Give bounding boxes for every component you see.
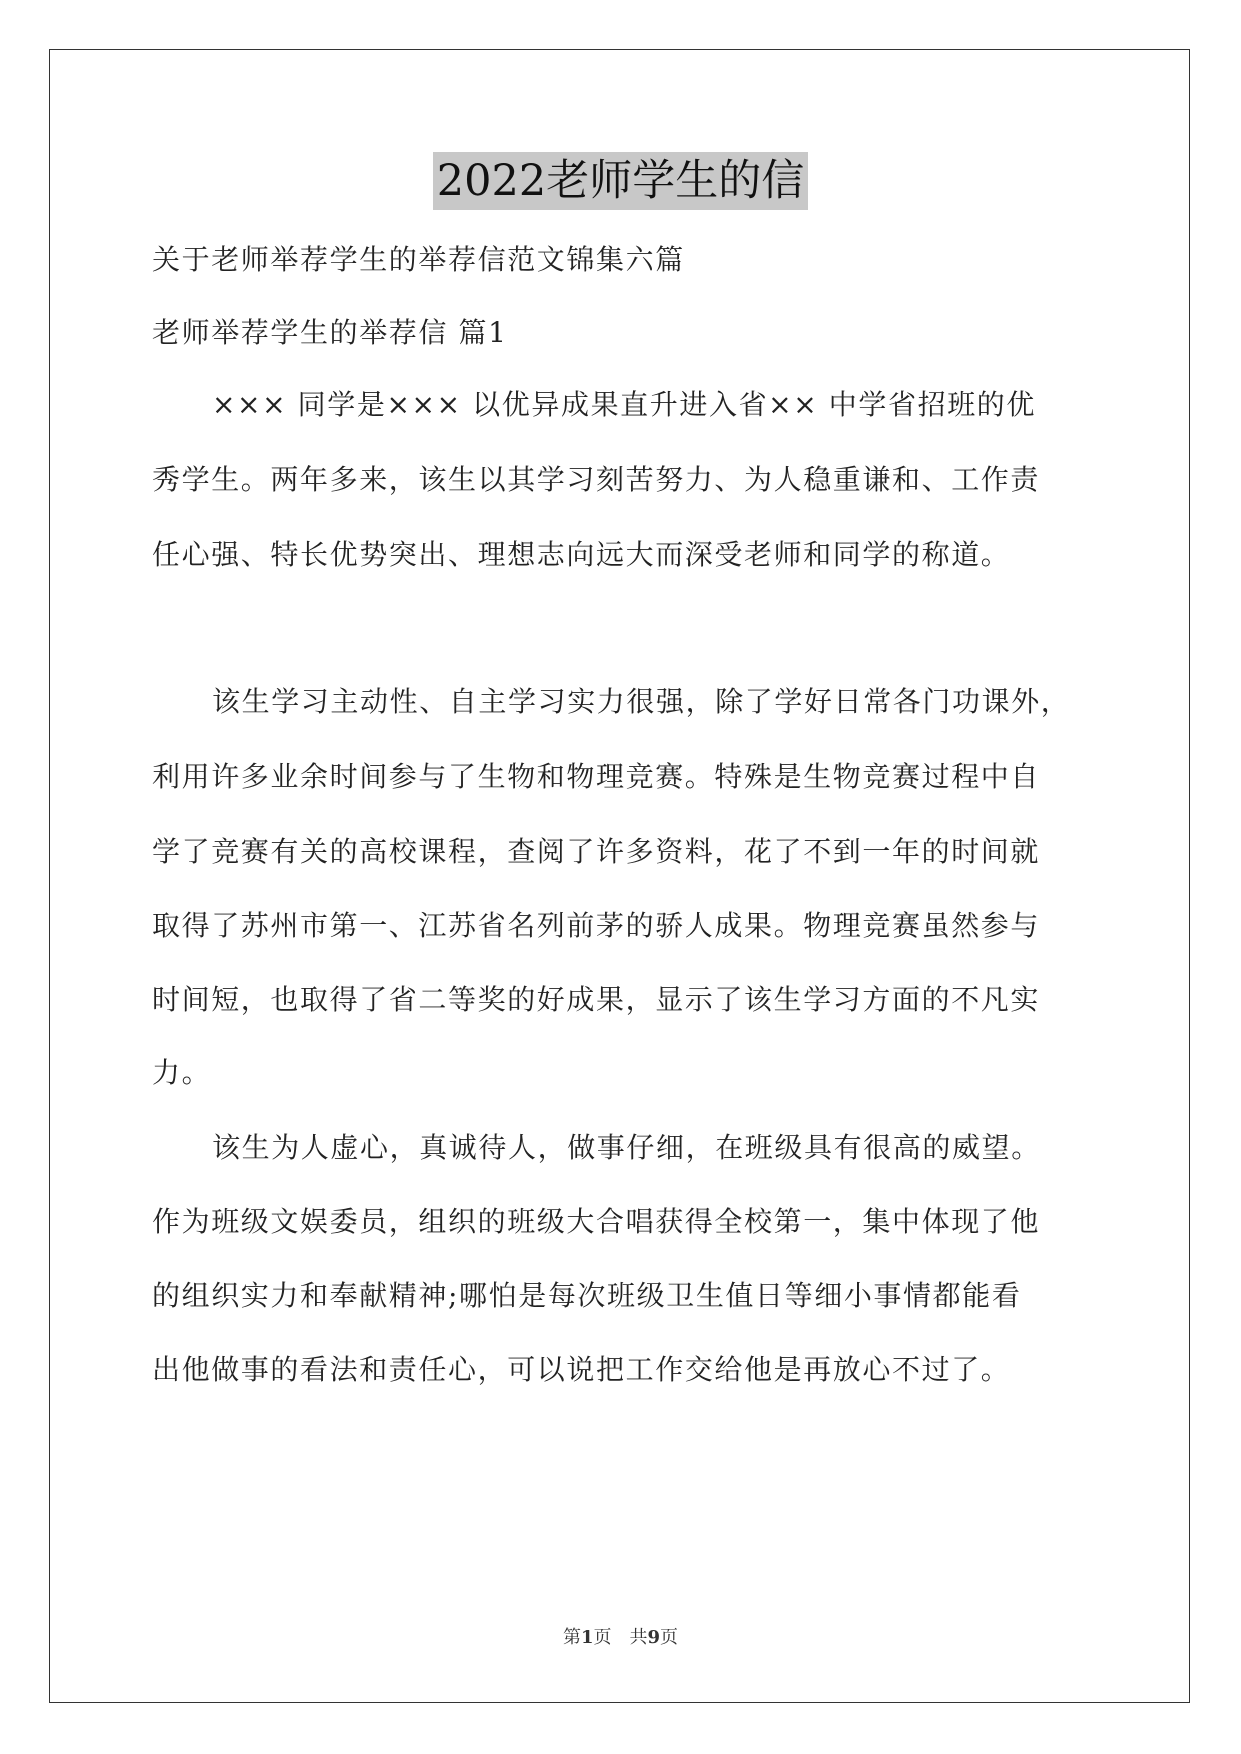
paragraph-line: 利用许多业余时间参与了生物和物理竞赛。特殊是生物竞赛过程中自: [152, 760, 1041, 793]
paragraph-line: 时间短，也取得了省二等奖的好成果，显示了该生学习方面的不凡实: [152, 983, 1041, 1016]
paragraph-line: 该生为人虚心，真诚待人，做事仔细，在班级具有很高的威望。: [212, 1131, 1041, 1164]
paragraph-line: 学了竞赛有关的高校课程，查阅了许多资料，花了不到一年的时间就: [152, 835, 1041, 868]
paragraph-line: 秀学生。两年多来，该生以其学习刻苦努力、为人稳重谦和、工作责: [152, 463, 1041, 496]
paragraph-line: 出他做事的看法和责任心，可以说把工作交给他是再放心不过了。: [152, 1353, 1011, 1386]
paragraph-line: 作为班级文娱委员，组织的班级大合唱获得全校第一，集中体现了他: [152, 1205, 1041, 1238]
paragraph-line: ××× 同学是××× 以优异成果直升进入省×× 中学省招班的优: [212, 388, 1036, 421]
page-label-prefix: 第: [562, 1627, 581, 1648]
paragraph-line: 力。: [152, 1056, 212, 1089]
page-footer: [0, 1625, 1241, 1651]
title-container: [0, 152, 1241, 210]
paragraph-line: 该生学习主动性、自主学习实力很强，除了学好日常各门功课外，: [212, 685, 1071, 718]
page-border: [49, 49, 1190, 1703]
paragraph-line: 的组织实力和奉献精神;哪怕是每次班级卫生值日等细小事情都能看: [152, 1279, 1022, 1312]
document-title: 2022老师学生的信: [433, 152, 808, 210]
total-page-number: 9: [647, 1627, 661, 1648]
paragraph-line: 任心强、特长优势突出、理想志向远大而深受老师和同学的称道。: [152, 538, 1011, 571]
document-subtitle: 关于老师举荐学生的举荐信范文锦集六篇: [152, 243, 685, 276]
paragraph-line: 取得了苏州市第一、江苏省名列前茅的骄人成果。物理竞赛虽然参与: [152, 909, 1041, 942]
section-heading: 老师举荐学生的举荐信 篇1: [152, 316, 508, 349]
page-label-mid: 页 共: [593, 1627, 648, 1648]
current-page-number: 1: [580, 1627, 594, 1648]
page-label-suffix: 页: [660, 1627, 679, 1648]
